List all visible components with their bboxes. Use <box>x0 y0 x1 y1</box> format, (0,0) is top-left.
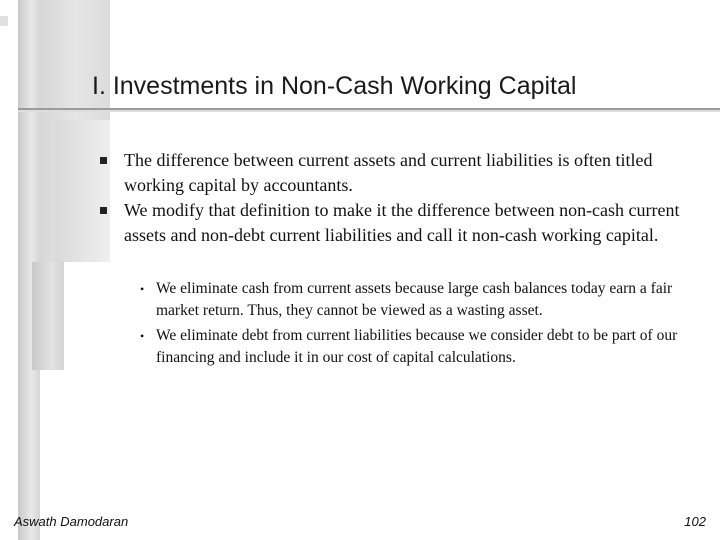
decorative-bar <box>0 16 8 26</box>
bullet-item <box>100 198 700 248</box>
square-bullet-icon <box>100 157 107 164</box>
sub-bullet-list <box>128 278 700 372</box>
bullet-text: The difference between current assets and current liabilities is often titled working capital by accountants. <box>124 150 653 195</box>
dot-bullet-icon: • <box>140 329 145 343</box>
square-bullet-icon <box>100 207 107 214</box>
title-divider-shadow <box>18 110 720 112</box>
bullet-text: We modify that definition to make it the difference between non-cash current assets and non-debt current liabilities and call it non-cash working capital. <box>124 200 680 245</box>
main-bullet-list <box>100 148 700 248</box>
slide-title: I. Investments in Non-Cash Working Capital <box>92 72 577 100</box>
page-number: 102 <box>684 514 706 529</box>
decorative-bar <box>32 262 64 370</box>
sub-bullet-text: We eliminate debt from current liabilities because we consider debt to be part of our financing and include it in our cost of capital calculations. <box>156 327 678 366</box>
sub-bullet-item <box>128 325 700 369</box>
dot-bullet-icon: • <box>140 282 145 296</box>
sub-bullet-item <box>128 278 700 322</box>
sub-bullet-text: We eliminate cash from current assets because large cash balances today earn a fair market return. Thus, they cannot be viewed as a wasting asset. <box>156 280 673 319</box>
bullet-item <box>100 148 700 198</box>
footer-author: Aswath Damodaran <box>14 514 129 529</box>
